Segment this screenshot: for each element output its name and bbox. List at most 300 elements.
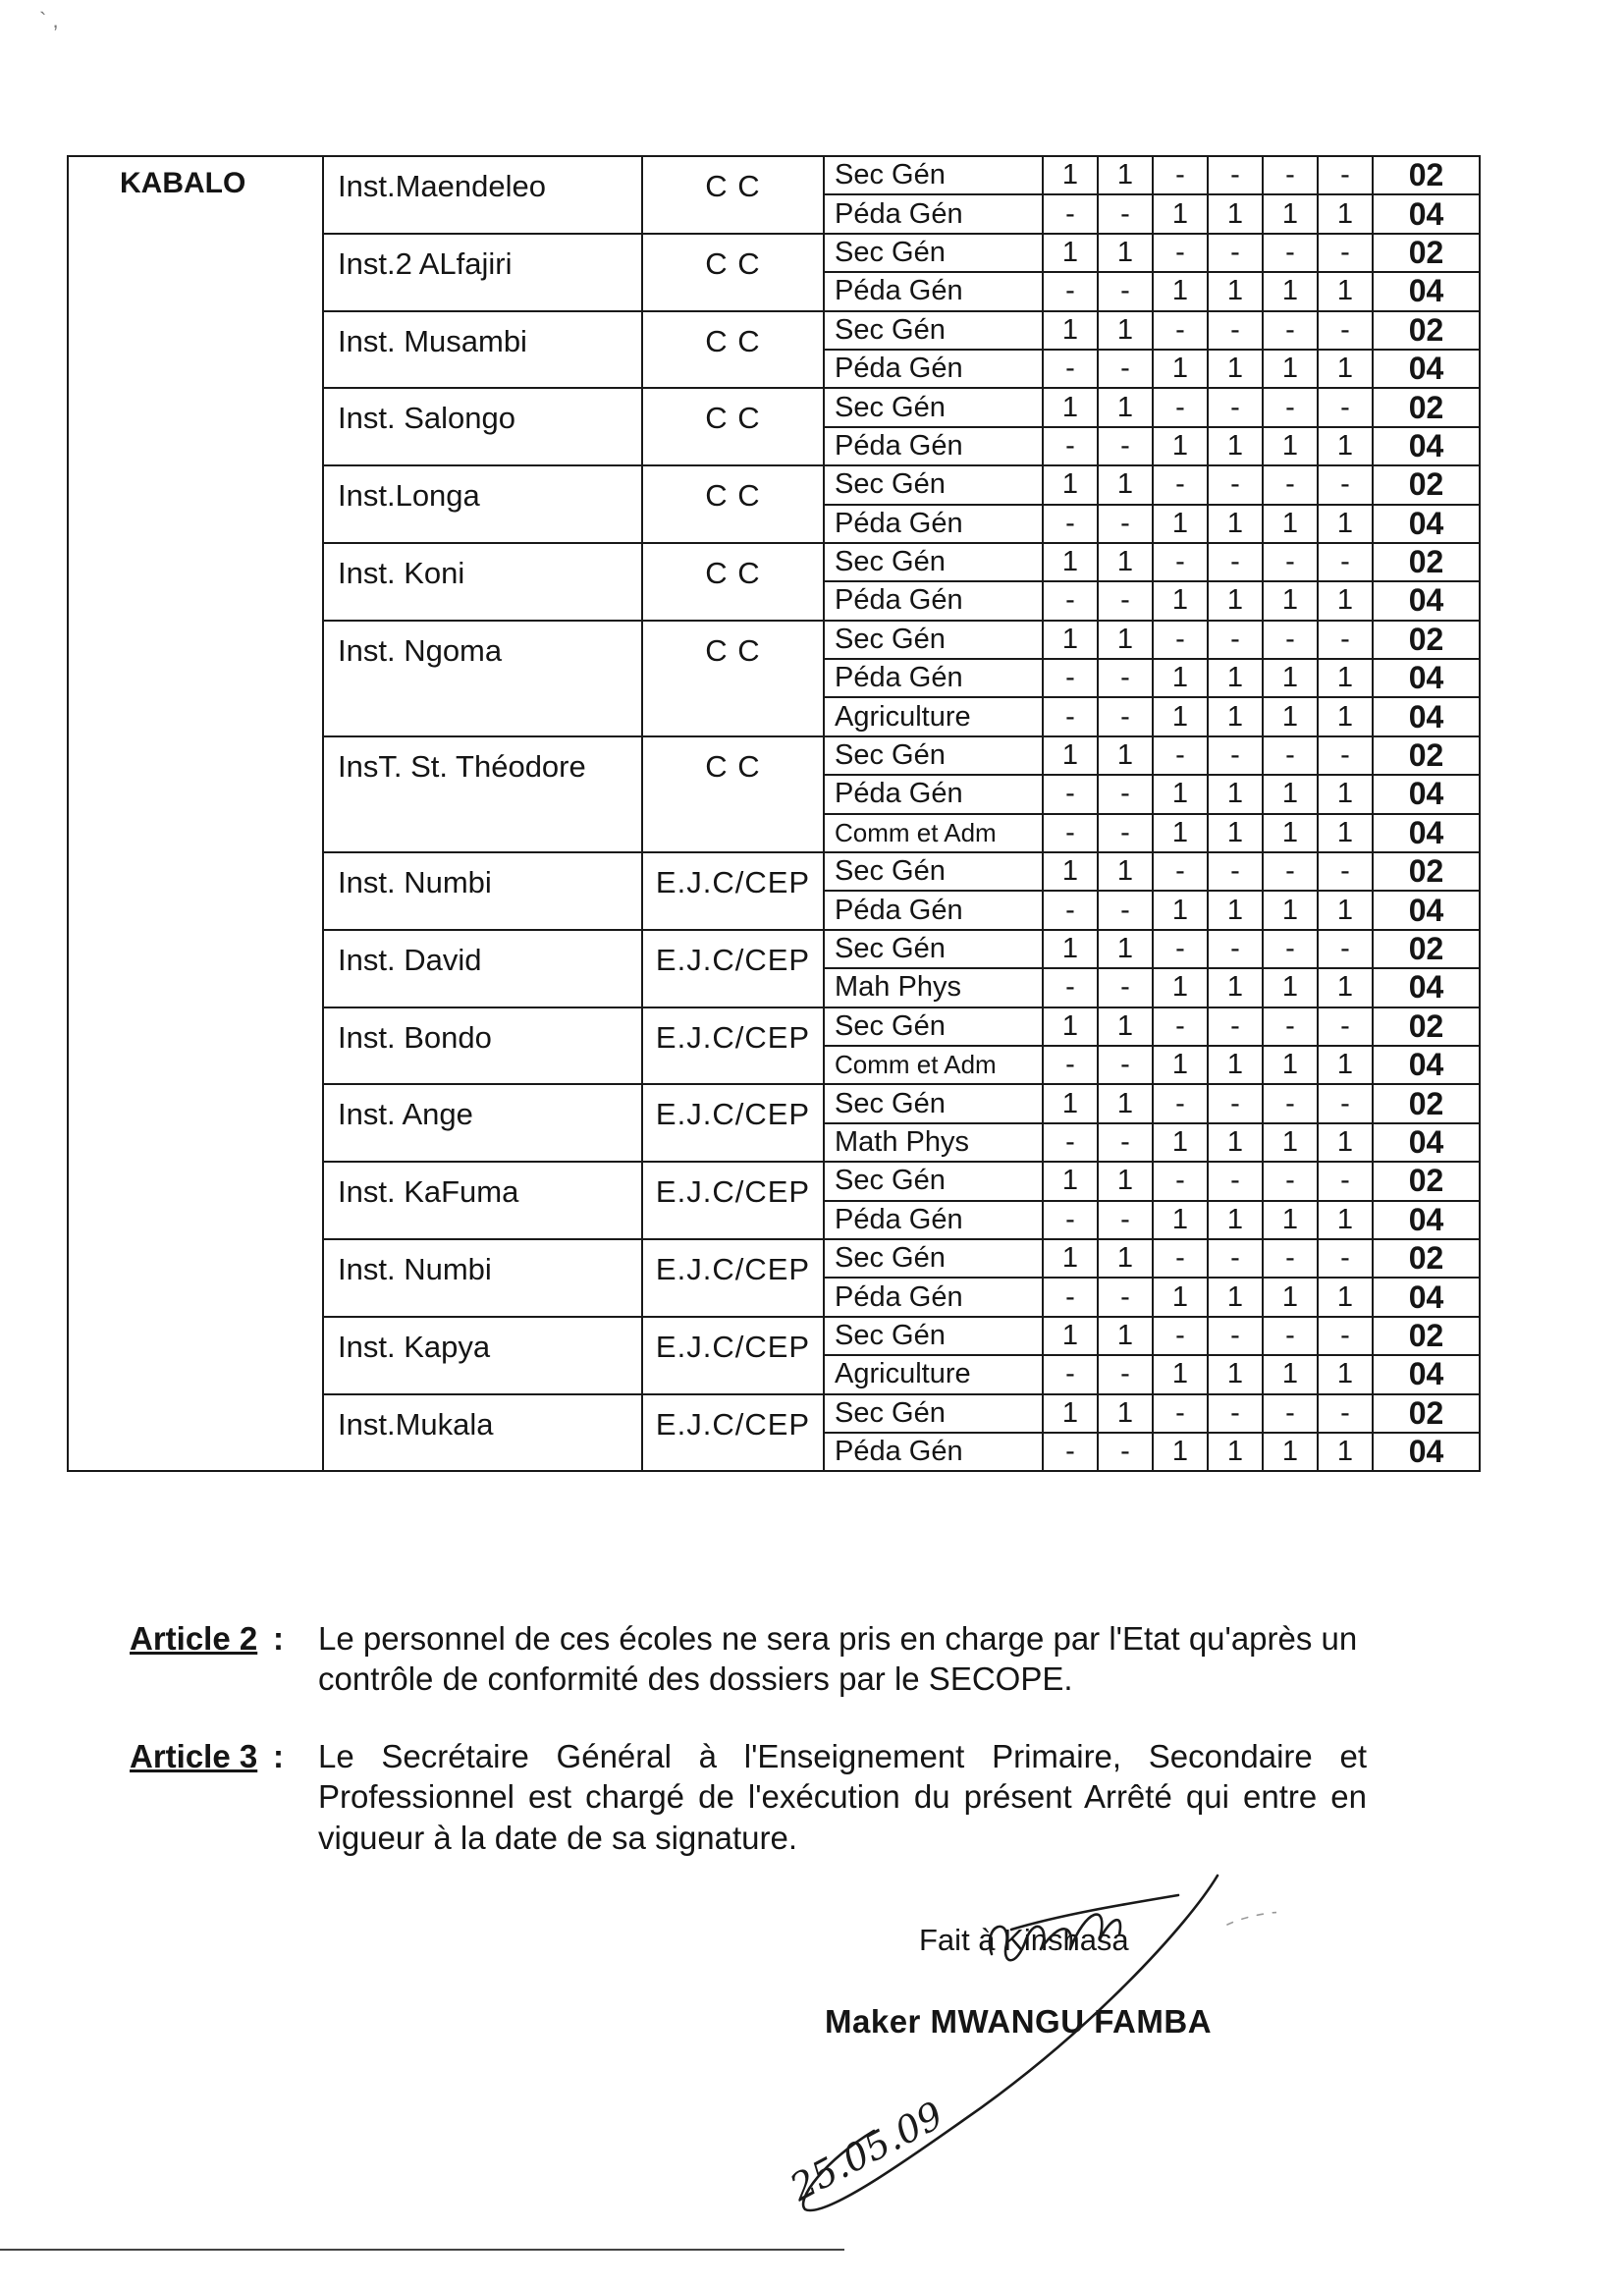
class-cell: 1 [1043, 234, 1098, 272]
total-cell: 02 [1373, 621, 1480, 659]
class-cell: - [1263, 311, 1318, 350]
school-name-cell: Inst. Numbi [323, 1239, 642, 1317]
class-cell: - [1263, 543, 1318, 581]
class-cell: - [1098, 659, 1153, 697]
class-cell: 1 [1043, 156, 1098, 194]
class-cell: - [1318, 1317, 1373, 1355]
school-type-cell: E.J.C/CEP [642, 930, 824, 1007]
schools-table [67, 155, 1481, 1472]
table-row [68, 156, 1480, 194]
class-cell: - [1098, 194, 1153, 233]
class-cell: 1 [1318, 1123, 1373, 1162]
option-cell: Sec Gén [824, 543, 1043, 581]
class-cell: 1 [1153, 659, 1208, 697]
school-name-cell: Inst. Ange [323, 1084, 642, 1162]
option-cell: Péda Gén [824, 350, 1043, 388]
total-cell: 02 [1373, 1084, 1480, 1122]
school-name-cell: Inst. Bondo [323, 1007, 642, 1085]
class-cell: - [1098, 581, 1153, 620]
class-cell: - [1208, 1239, 1263, 1278]
total-cell: 04 [1373, 697, 1480, 735]
class-cell: - [1318, 930, 1373, 968]
total-cell: 04 [1373, 350, 1480, 388]
class-cell: 1 [1153, 581, 1208, 620]
class-cell: 1 [1153, 194, 1208, 233]
class-cell: 1 [1208, 814, 1263, 852]
class-cell: 1 [1208, 194, 1263, 233]
class-cell: - [1043, 891, 1098, 929]
class-cell: - [1043, 697, 1098, 735]
class-cell: 1 [1043, 852, 1098, 891]
class-cell: 1 [1043, 930, 1098, 968]
signer-name: Maker MWANGU FAMBA [825, 2003, 1213, 2040]
class-cell: - [1153, 736, 1208, 775]
total-cell: 04 [1373, 1201, 1480, 1239]
class-cell: 1 [1318, 194, 1373, 233]
total-cell: 04 [1373, 1433, 1480, 1471]
class-cell: 1 [1263, 350, 1318, 388]
total-cell: 02 [1373, 1394, 1480, 1433]
class-cell: - [1153, 543, 1208, 581]
option-cell: Péda Gén [824, 1433, 1043, 1471]
class-cell: 1 [1263, 659, 1318, 697]
class-cell: - [1318, 1162, 1373, 1200]
class-cell: 1 [1263, 891, 1318, 929]
class-cell: - [1208, 621, 1263, 659]
class-cell: 1 [1043, 1317, 1098, 1355]
class-cell: - [1098, 891, 1153, 929]
class-cell: - [1043, 814, 1098, 852]
class-cell: 1 [1318, 1046, 1373, 1084]
class-cell: 1 [1043, 543, 1098, 581]
class-cell: - [1043, 659, 1098, 697]
class-cell: - [1263, 1007, 1318, 1046]
class-cell: 1 [1318, 968, 1373, 1007]
class-cell: - [1318, 1239, 1373, 1278]
article-2-label: Article 2 [130, 1620, 258, 1657]
class-cell: 1 [1318, 659, 1373, 697]
total-cell: 04 [1373, 1278, 1480, 1316]
class-cell: 1 [1208, 1046, 1263, 1084]
region-cell: KABALO [68, 156, 323, 1471]
class-cell: - [1208, 234, 1263, 272]
total-cell: 04 [1373, 194, 1480, 233]
class-cell: 1 [1098, 465, 1153, 504]
class-cell: - [1208, 852, 1263, 891]
school-type-cell: C C [642, 311, 824, 389]
article-3-colon: : [273, 1738, 284, 1774]
total-cell: 02 [1373, 234, 1480, 272]
class-cell: - [1318, 311, 1373, 350]
total-cell: 02 [1373, 1007, 1480, 1046]
option-cell: Sec Gén [824, 234, 1043, 272]
class-cell: - [1263, 852, 1318, 891]
class-cell: - [1043, 505, 1098, 543]
class-cell: - [1318, 234, 1373, 272]
class-cell: 1 [1318, 1278, 1373, 1316]
total-cell: 04 [1373, 427, 1480, 465]
option-cell: Sec Gén [824, 621, 1043, 659]
class-cell: - [1153, 156, 1208, 194]
school-name-cell: Inst.2 ALfajiri [323, 234, 642, 311]
article-2 [130, 1618, 1367, 1700]
total-cell: 04 [1373, 1123, 1480, 1162]
class-cell: 1 [1098, 1394, 1153, 1433]
option-cell: Péda Gén [824, 1201, 1043, 1239]
option-cell: Péda Gén [824, 775, 1043, 813]
class-cell: - [1318, 156, 1373, 194]
total-cell: 04 [1373, 968, 1480, 1007]
class-cell: 1 [1208, 505, 1263, 543]
class-cell: - [1208, 388, 1263, 426]
class-cell: 1 [1263, 968, 1318, 1007]
scan-marks: ` , [39, 8, 59, 32]
school-type-cell: C C [642, 465, 824, 543]
class-cell: 1 [1208, 659, 1263, 697]
total-cell: 02 [1373, 156, 1480, 194]
class-cell: 1 [1043, 388, 1098, 426]
option-cell: Sec Gén [824, 1394, 1043, 1433]
total-cell: 02 [1373, 930, 1480, 968]
school-name-cell: Inst. Ngoma [323, 621, 642, 736]
option-cell: Péda Gén [824, 1278, 1043, 1316]
class-cell: 1 [1043, 465, 1098, 504]
class-cell: - [1318, 1007, 1373, 1046]
class-cell: - [1208, 1394, 1263, 1433]
option-cell: Comm et Adm [824, 814, 1043, 852]
class-cell: - [1208, 311, 1263, 350]
total-cell: 04 [1373, 891, 1480, 929]
school-name-cell: Inst. Musambi [323, 311, 642, 389]
school-type-cell: E.J.C/CEP [642, 1007, 824, 1085]
class-cell: 1 [1318, 1201, 1373, 1239]
class-cell: - [1263, 1239, 1318, 1278]
class-cell: 1 [1153, 968, 1208, 1007]
option-cell: Sec Gén [824, 311, 1043, 350]
class-cell: - [1208, 465, 1263, 504]
class-cell: 1 [1318, 505, 1373, 543]
option-cell: Agriculture [824, 697, 1043, 735]
class-cell: - [1153, 234, 1208, 272]
class-cell: 1 [1098, 621, 1153, 659]
school-name-cell: Inst. Salongo [323, 388, 642, 465]
class-cell: 1 [1153, 1201, 1208, 1239]
total-cell: 02 [1373, 1162, 1480, 1200]
option-cell: Sec Gén [824, 1239, 1043, 1278]
class-cell: - [1263, 1084, 1318, 1122]
option-cell: Péda Gén [824, 272, 1043, 310]
class-cell: - [1098, 272, 1153, 310]
class-cell: 1 [1098, 736, 1153, 775]
school-name-cell: Inst. Koni [323, 543, 642, 621]
class-cell: - [1208, 930, 1263, 968]
class-cell: - [1098, 775, 1153, 813]
class-cell: 1 [1263, 194, 1318, 233]
class-cell: 1 [1153, 1123, 1208, 1162]
article-2-text: Le personnel de ces écoles ne sera pris en charge par l'Etat qu'après un contrôle de conformité des dossiers par le SECOPE. [318, 1620, 1358, 1698]
class-cell: - [1098, 427, 1153, 465]
class-cell: 1 [1153, 1355, 1208, 1393]
class-cell: 1 [1208, 1433, 1263, 1471]
class-cell: - [1098, 1046, 1153, 1084]
class-cell: - [1043, 350, 1098, 388]
class-cell: - [1153, 1084, 1208, 1122]
class-cell: 1 [1208, 272, 1263, 310]
class-cell: - [1043, 1355, 1098, 1393]
class-cell: - [1043, 1123, 1098, 1162]
class-cell: 1 [1098, 852, 1153, 891]
option-cell: Mah Phys [824, 968, 1043, 1007]
class-cell: - [1318, 1084, 1373, 1122]
class-cell: 1 [1318, 891, 1373, 929]
class-cell: 1 [1263, 1355, 1318, 1393]
class-cell: - [1043, 581, 1098, 620]
class-cell: - [1098, 968, 1153, 1007]
option-cell: Sec Gén [824, 852, 1043, 891]
school-type-cell: E.J.C/CEP [642, 1239, 824, 1317]
total-cell: 04 [1373, 775, 1480, 813]
article-3-label: Article 3 [130, 1738, 258, 1774]
class-cell: - [1263, 465, 1318, 504]
schools-table-wrapper [67, 155, 1479, 1472]
class-cell: 1 [1098, 388, 1153, 426]
option-cell: Sec Gén [824, 1317, 1043, 1355]
class-cell: 1 [1318, 1355, 1373, 1393]
class-cell: 1 [1263, 581, 1318, 620]
class-cell: - [1318, 621, 1373, 659]
class-cell: - [1208, 736, 1263, 775]
article-3-text: Le Secrétaire Général à l'Enseignement Primaire, Secondaire et Professionnel est chargé de l'exécution du présent Arrêté qui entre en vigueur à la date de sa signature. [318, 1738, 1367, 1856]
class-cell: - [1318, 465, 1373, 504]
class-cell: - [1153, 1317, 1208, 1355]
class-cell: - [1098, 1433, 1153, 1471]
class-cell: 1 [1208, 891, 1263, 929]
total-cell: 04 [1373, 1046, 1480, 1084]
class-cell: - [1098, 1123, 1153, 1162]
option-cell: Sec Gén [824, 736, 1043, 775]
class-cell: 1 [1263, 775, 1318, 813]
scan-bottom-line [0, 2249, 844, 2251]
class-cell: - [1043, 968, 1098, 1007]
class-cell: 1 [1208, 1201, 1263, 1239]
option-cell: Sec Gén [824, 465, 1043, 504]
total-cell: 02 [1373, 736, 1480, 775]
school-type-cell: E.J.C/CEP [642, 1162, 824, 1239]
class-cell: - [1098, 697, 1153, 735]
class-cell: 1 [1153, 1433, 1208, 1471]
school-name-cell: Inst. Numbi [323, 852, 642, 930]
class-cell: 1 [1208, 968, 1263, 1007]
school-name-cell: InsT. St. Théodore [323, 736, 642, 852]
class-cell: - [1208, 543, 1263, 581]
school-name-cell: Inst. David [323, 930, 642, 1007]
class-cell: - [1153, 388, 1208, 426]
class-cell: 1 [1043, 1394, 1098, 1433]
class-cell: - [1098, 1201, 1153, 1239]
class-cell: 1 [1263, 1201, 1318, 1239]
class-cell: - [1153, 465, 1208, 504]
class-cell: 1 [1153, 1046, 1208, 1084]
option-cell: Péda Gén [824, 581, 1043, 620]
class-cell: - [1263, 1162, 1318, 1200]
class-cell: - [1318, 388, 1373, 426]
class-cell: 1 [1263, 272, 1318, 310]
option-cell: Péda Gén [824, 659, 1043, 697]
option-cell: Sec Gén [824, 930, 1043, 968]
class-cell: - [1208, 1084, 1263, 1122]
class-cell: - [1208, 1007, 1263, 1046]
class-cell: 1 [1208, 775, 1263, 813]
class-cell: 1 [1318, 427, 1373, 465]
school-type-cell: C C [642, 388, 824, 465]
class-cell: - [1263, 930, 1318, 968]
option-cell: Sec Gén [824, 156, 1043, 194]
class-cell: - [1263, 388, 1318, 426]
signature-place: Fait à Kinshasa [919, 1923, 1129, 1957]
class-cell: 1 [1263, 505, 1318, 543]
class-cell: 1 [1098, 234, 1153, 272]
class-cell: 1 [1208, 1278, 1263, 1316]
class-cell: 1 [1153, 697, 1208, 735]
class-cell: - [1318, 543, 1373, 581]
class-cell: - [1263, 1317, 1318, 1355]
class-cell: 1 [1098, 1317, 1153, 1355]
class-cell: 1 [1318, 1433, 1373, 1471]
class-cell: 1 [1318, 272, 1373, 310]
class-cell: 1 [1098, 1007, 1153, 1046]
school-name-cell: Inst.Maendeleo [323, 156, 642, 234]
class-cell: - [1208, 1162, 1263, 1200]
class-cell: - [1153, 1007, 1208, 1046]
class-cell: 1 [1098, 311, 1153, 350]
total-cell: 02 [1373, 1317, 1480, 1355]
school-type-cell: C C [642, 156, 824, 234]
option-cell: Péda Gén [824, 194, 1043, 233]
class-cell: - [1153, 930, 1208, 968]
total-cell: 02 [1373, 852, 1480, 891]
class-cell: - [1043, 194, 1098, 233]
school-type-cell: C C [642, 543, 824, 621]
school-name-cell: Inst.Mukala [323, 1394, 642, 1472]
class-cell: 1 [1043, 621, 1098, 659]
class-cell: 1 [1263, 1123, 1318, 1162]
class-cell: - [1263, 234, 1318, 272]
class-cell: 1 [1153, 505, 1208, 543]
class-cell: - [1098, 1355, 1153, 1393]
class-cell: 1 [1208, 1355, 1263, 1393]
signature-underline [1011, 1895, 1178, 1930]
total-cell: 04 [1373, 272, 1480, 310]
class-cell: - [1043, 775, 1098, 813]
class-cell: 1 [1318, 814, 1373, 852]
class-cell: 1 [1043, 311, 1098, 350]
class-cell: - [1263, 156, 1318, 194]
class-cell: - [1098, 350, 1153, 388]
class-cell: 1 [1153, 814, 1208, 852]
schools-table-body [68, 156, 1480, 1471]
option-cell: Sec Gén [824, 1162, 1043, 1200]
class-cell: 1 [1263, 1278, 1318, 1316]
school-type-cell: C C [642, 234, 824, 311]
class-cell: 1 [1043, 1162, 1098, 1200]
class-cell: - [1318, 852, 1373, 891]
school-type-cell: E.J.C/CEP [642, 852, 824, 930]
class-cell: - [1043, 427, 1098, 465]
option-cell: Péda Gén [824, 891, 1043, 929]
school-name-cell: Inst.Longa [323, 465, 642, 543]
school-type-cell: E.J.C/CEP [642, 1084, 824, 1162]
class-cell: 1 [1318, 697, 1373, 735]
class-cell: - [1098, 505, 1153, 543]
class-cell: 1 [1098, 1239, 1153, 1278]
total-cell: 04 [1373, 814, 1480, 852]
class-cell: 1 [1208, 581, 1263, 620]
class-cell: - [1098, 814, 1153, 852]
school-name-cell: Inst. KaFuma [323, 1162, 642, 1239]
option-cell: Sec Gén [824, 1007, 1043, 1046]
class-cell: 1 [1153, 427, 1208, 465]
total-cell: 02 [1373, 388, 1480, 426]
school-type-cell: C C [642, 736, 824, 852]
option-cell: Sec Gén [824, 1084, 1043, 1122]
class-cell: 1 [1263, 814, 1318, 852]
total-cell: 02 [1373, 1239, 1480, 1278]
class-cell: - [1043, 1046, 1098, 1084]
option-cell: Agriculture [824, 1355, 1043, 1393]
class-cell: 1 [1153, 272, 1208, 310]
option-cell: Péda Gén [824, 427, 1043, 465]
signature-loops [990, 1915, 1120, 1961]
article-2-colon: : [273, 1620, 284, 1657]
class-cell: - [1263, 1394, 1318, 1433]
class-cell: 1 [1208, 350, 1263, 388]
class-cell: 1 [1098, 1084, 1153, 1122]
class-cell: - [1043, 1278, 1098, 1316]
class-cell: - [1153, 1394, 1208, 1433]
class-cell: - [1153, 621, 1208, 659]
total-cell: 04 [1373, 1355, 1480, 1393]
class-cell: 1 [1153, 775, 1208, 813]
class-cell: - [1153, 1162, 1208, 1200]
class-cell: 1 [1263, 427, 1318, 465]
class-cell: - [1043, 272, 1098, 310]
class-cell: 1 [1098, 156, 1153, 194]
school-type-cell: E.J.C/CEP [642, 1317, 824, 1394]
class-cell: 1 [1208, 427, 1263, 465]
total-cell: 04 [1373, 659, 1480, 697]
class-cell: 1 [1318, 581, 1373, 620]
school-type-cell: C C [642, 621, 824, 736]
option-cell: Sec Gén [824, 388, 1043, 426]
class-cell: - [1208, 1317, 1263, 1355]
class-cell: - [1263, 736, 1318, 775]
class-cell: 1 [1263, 1046, 1318, 1084]
class-cell: 1 [1098, 543, 1153, 581]
class-cell: - [1208, 156, 1263, 194]
total-cell: 02 [1373, 311, 1480, 350]
class-cell: 1 [1043, 1007, 1098, 1046]
total-cell: 04 [1373, 505, 1480, 543]
class-cell: - [1318, 736, 1373, 775]
class-cell: 1 [1318, 350, 1373, 388]
class-cell: 1 [1043, 1239, 1098, 1278]
class-cell: 1 [1098, 1162, 1153, 1200]
class-cell: - [1153, 311, 1208, 350]
class-cell: 1 [1153, 1278, 1208, 1316]
total-cell: 02 [1373, 465, 1480, 504]
stamp-edge [1227, 1912, 1276, 1925]
option-cell: Comm et Adm [824, 1046, 1043, 1084]
